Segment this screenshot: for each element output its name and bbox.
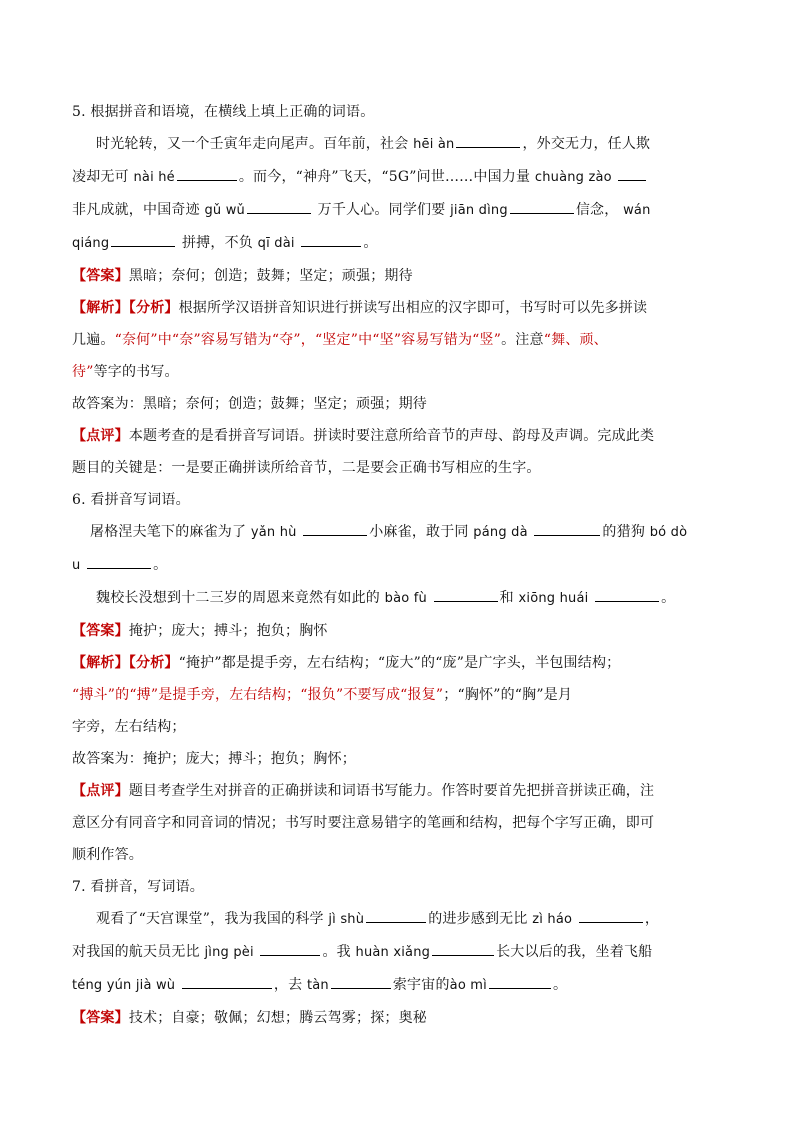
answer-blank[interactable] bbox=[111, 233, 175, 247]
pinyin: wán bbox=[623, 203, 651, 218]
question-5-comment-line-1 bbox=[72, 420, 722, 452]
pinyin: gǔ wǔ bbox=[204, 203, 245, 218]
comment-tag: 【点评】 bbox=[72, 428, 129, 444]
answer-text: 掩护；庞大；搏斗；抱负；胸怀 bbox=[128, 623, 328, 639]
pinyin: tàn bbox=[306, 978, 329, 993]
question-7-line-3 bbox=[72, 969, 722, 1002]
analysis-text: “掩护”都是提手旁，左右结构；“庞大”的“庞”是广字头，半包围结构； bbox=[178, 655, 621, 671]
answer-blank[interactable] bbox=[618, 167, 646, 181]
question-6-answer bbox=[72, 615, 722, 647]
question-5-result: 故答案为：黑暗；奈何；创造；鼓舞；坚定；顽强；期待 bbox=[72, 396, 427, 412]
answer-text: 黑暗；奈何；创造；鼓舞；坚定；顽强；期待 bbox=[128, 268, 413, 284]
text: ，去 bbox=[273, 977, 303, 993]
answer-tag: 【答案】 bbox=[72, 268, 129, 284]
pinyin: jì shù bbox=[328, 912, 365, 927]
text: 的猎狗 bbox=[602, 524, 646, 540]
pinyin: qī dài bbox=[257, 236, 295, 251]
answer-blank[interactable] bbox=[87, 555, 151, 569]
question-6-line-1 bbox=[72, 516, 722, 549]
question-6-title: 6. 看拼音写词语。 bbox=[72, 492, 190, 508]
answer-text: 技术；自豪；敬佩；幻想；腾云驾雾；探；奥秘 bbox=[128, 1010, 428, 1026]
text: 观看了“天宫课堂”，我为我国的科学 bbox=[96, 911, 324, 927]
question-5-line-4 bbox=[72, 227, 722, 260]
text: 索宇宙的 bbox=[392, 977, 450, 993]
text: 。 bbox=[153, 557, 168, 573]
answer-blank[interactable] bbox=[595, 588, 659, 602]
question-5-comment-line-2: 题目的关键是：一是要正确拼读所给音节，二是要会正确书写相应的生字。 bbox=[72, 460, 541, 476]
text: 。我 bbox=[322, 944, 351, 960]
pinyin: páng dà bbox=[473, 525, 528, 540]
pinyin: jìng pèi bbox=[204, 945, 254, 960]
question-5-analysis-line-3 bbox=[72, 356, 722, 388]
text: 凌却无可 bbox=[72, 169, 129, 185]
text: 时光轮转，又一个壬寅年走向尾声。百年前，社会 bbox=[96, 136, 409, 152]
pinyin: téng yún jià wù bbox=[72, 978, 176, 993]
text: 屠格涅夫笔下的麻雀为了 bbox=[90, 524, 247, 540]
analysis-highlight: 待” bbox=[72, 364, 94, 380]
text: 。 bbox=[363, 235, 378, 251]
answer-blank[interactable] bbox=[260, 942, 320, 956]
pinyin: chuàng zào bbox=[534, 170, 612, 185]
analysis-text: 等字的书写。 bbox=[93, 364, 179, 380]
answer-blank[interactable] bbox=[434, 588, 498, 602]
question-5-line-1 bbox=[72, 128, 722, 161]
text: 对我国的航天员无比 bbox=[72, 944, 200, 960]
answer-blank[interactable] bbox=[579, 909, 643, 923]
answer-blank[interactable] bbox=[177, 167, 237, 181]
analysis-text: 。注意 bbox=[501, 332, 544, 348]
pinyin: xiōng huái bbox=[518, 591, 589, 606]
analysis-highlight: “舞、顽、 bbox=[543, 332, 608, 348]
analysis-tag: 【解析】【分析】 bbox=[72, 300, 179, 316]
pinyin: zì háo bbox=[532, 912, 573, 927]
text: 的进步感到无比 bbox=[428, 911, 528, 927]
analysis-tag: 【解析】【分析】 bbox=[72, 655, 179, 671]
question-5-title: 5. 根据拼音和语境，在横线上填上正确的词语。 bbox=[72, 104, 375, 120]
question-5-answer bbox=[72, 260, 722, 292]
question-7-title: 7. 看拼音，写词语。 bbox=[72, 879, 205, 895]
text: 长大以后的我，坐着飞船 bbox=[496, 944, 653, 960]
text: 。 bbox=[552, 977, 568, 993]
question-6-result: 故答案为：掩护；庞大；搏斗；抱负；胸怀； bbox=[72, 751, 356, 767]
answer-blank[interactable] bbox=[534, 522, 600, 536]
text: 魏校长没想到十二三岁的周恩来竟然有如此的 bbox=[96, 590, 380, 606]
pinyin: qiáng bbox=[72, 236, 110, 251]
answer-tag: 【答案】 bbox=[72, 1010, 129, 1026]
question-6-line-3 bbox=[72, 582, 722, 615]
question-7-line-2 bbox=[72, 936, 722, 969]
text: 非凡成就，中国奇迹 bbox=[72, 202, 200, 218]
pinyin: nài hé bbox=[133, 170, 175, 185]
question-7-answer bbox=[72, 1002, 722, 1034]
text: ，外交无力，任人欺 bbox=[522, 136, 651, 152]
pinyin: u bbox=[72, 558, 81, 573]
answer-blank[interactable] bbox=[247, 200, 311, 214]
analysis-highlight: “奈何”中“奈”容易写错为“夺”，“坚定”中“坚”容易写错为“竖” bbox=[114, 332, 502, 348]
comment-text: 题目考查学生对拼音的正确拼读和词语书写能力。作答时要首先把拼音拼读正确，注 bbox=[128, 783, 655, 799]
answer-blank[interactable] bbox=[301, 233, 361, 247]
answer-blank[interactable] bbox=[456, 134, 520, 148]
question-5-line-3 bbox=[72, 194, 722, 227]
question-6-analysis-line-2 bbox=[72, 679, 722, 711]
question-6-comment-line-1 bbox=[72, 775, 722, 807]
pinyin: huàn xiǎng bbox=[355, 945, 431, 960]
analysis-text: 几遍。 bbox=[72, 332, 115, 348]
answer-blank[interactable] bbox=[489, 975, 551, 989]
analysis-highlight: “搏斗”的“搏”是提手旁，左右结构；“报负”不要写成“报复” bbox=[72, 687, 444, 703]
answer-blank[interactable] bbox=[331, 975, 391, 989]
analysis-text: ；“胸怀”的“胸”是月 bbox=[443, 687, 573, 703]
pinyin: ào mì bbox=[449, 978, 487, 993]
question-6-comment-line-3: 顺利作答。 bbox=[72, 847, 143, 863]
question-7-line-1 bbox=[72, 903, 722, 936]
text: 。而今，“神舟”飞天，“5G”问世……中国力量 bbox=[238, 169, 531, 185]
answer-blank[interactable] bbox=[182, 975, 272, 989]
answer-tag: 【答案】 bbox=[72, 623, 129, 639]
pinyin: yǎn hù bbox=[250, 525, 297, 540]
comment-text: 本题考查的是看拼音写词语。拼读时要注意所给音节的声母、韵母及声调。完成此类 bbox=[128, 428, 655, 444]
document-page bbox=[72, 96, 722, 1034]
text: 小麻雀，敢于同 bbox=[369, 524, 469, 540]
pinyin: bào fù bbox=[384, 591, 427, 606]
pinyin: jiān dìng bbox=[450, 203, 508, 218]
answer-blank[interactable] bbox=[432, 942, 494, 956]
question-5-line-2 bbox=[72, 161, 722, 194]
text: 和 bbox=[499, 590, 514, 606]
text: 。 bbox=[661, 590, 676, 606]
question-6-line-2 bbox=[72, 549, 722, 582]
answer-blank[interactable] bbox=[366, 909, 426, 923]
question-5-analysis-line-1 bbox=[72, 292, 722, 324]
question-6-comment-line-2: 意区分有同音字和同音词的情况；书写时要注意易错字的笔画和结构，把每个字写正确，即可 bbox=[72, 815, 655, 831]
pinyin: hēi àn bbox=[413, 137, 455, 152]
answer-blank[interactable] bbox=[303, 522, 367, 536]
text: 信念， bbox=[575, 202, 619, 218]
text: 万千人心。同学们要 bbox=[317, 202, 446, 218]
text: 拼搏，不负 bbox=[181, 235, 253, 251]
pinyin: bó dò bbox=[649, 525, 688, 540]
question-6-analysis-line-3: 字旁，左右结构； bbox=[72, 719, 186, 735]
analysis-text: 根据所学汉语拼音知识进行拼读写出相应的汉字即可，书写时可以先多拼读 bbox=[178, 300, 648, 316]
comment-tag: 【点评】 bbox=[72, 783, 129, 799]
question-5-analysis-line-2 bbox=[72, 324, 722, 356]
question-6-analysis-line-1 bbox=[72, 647, 722, 679]
text: ， bbox=[644, 911, 660, 927]
answer-blank[interactable] bbox=[510, 200, 574, 214]
